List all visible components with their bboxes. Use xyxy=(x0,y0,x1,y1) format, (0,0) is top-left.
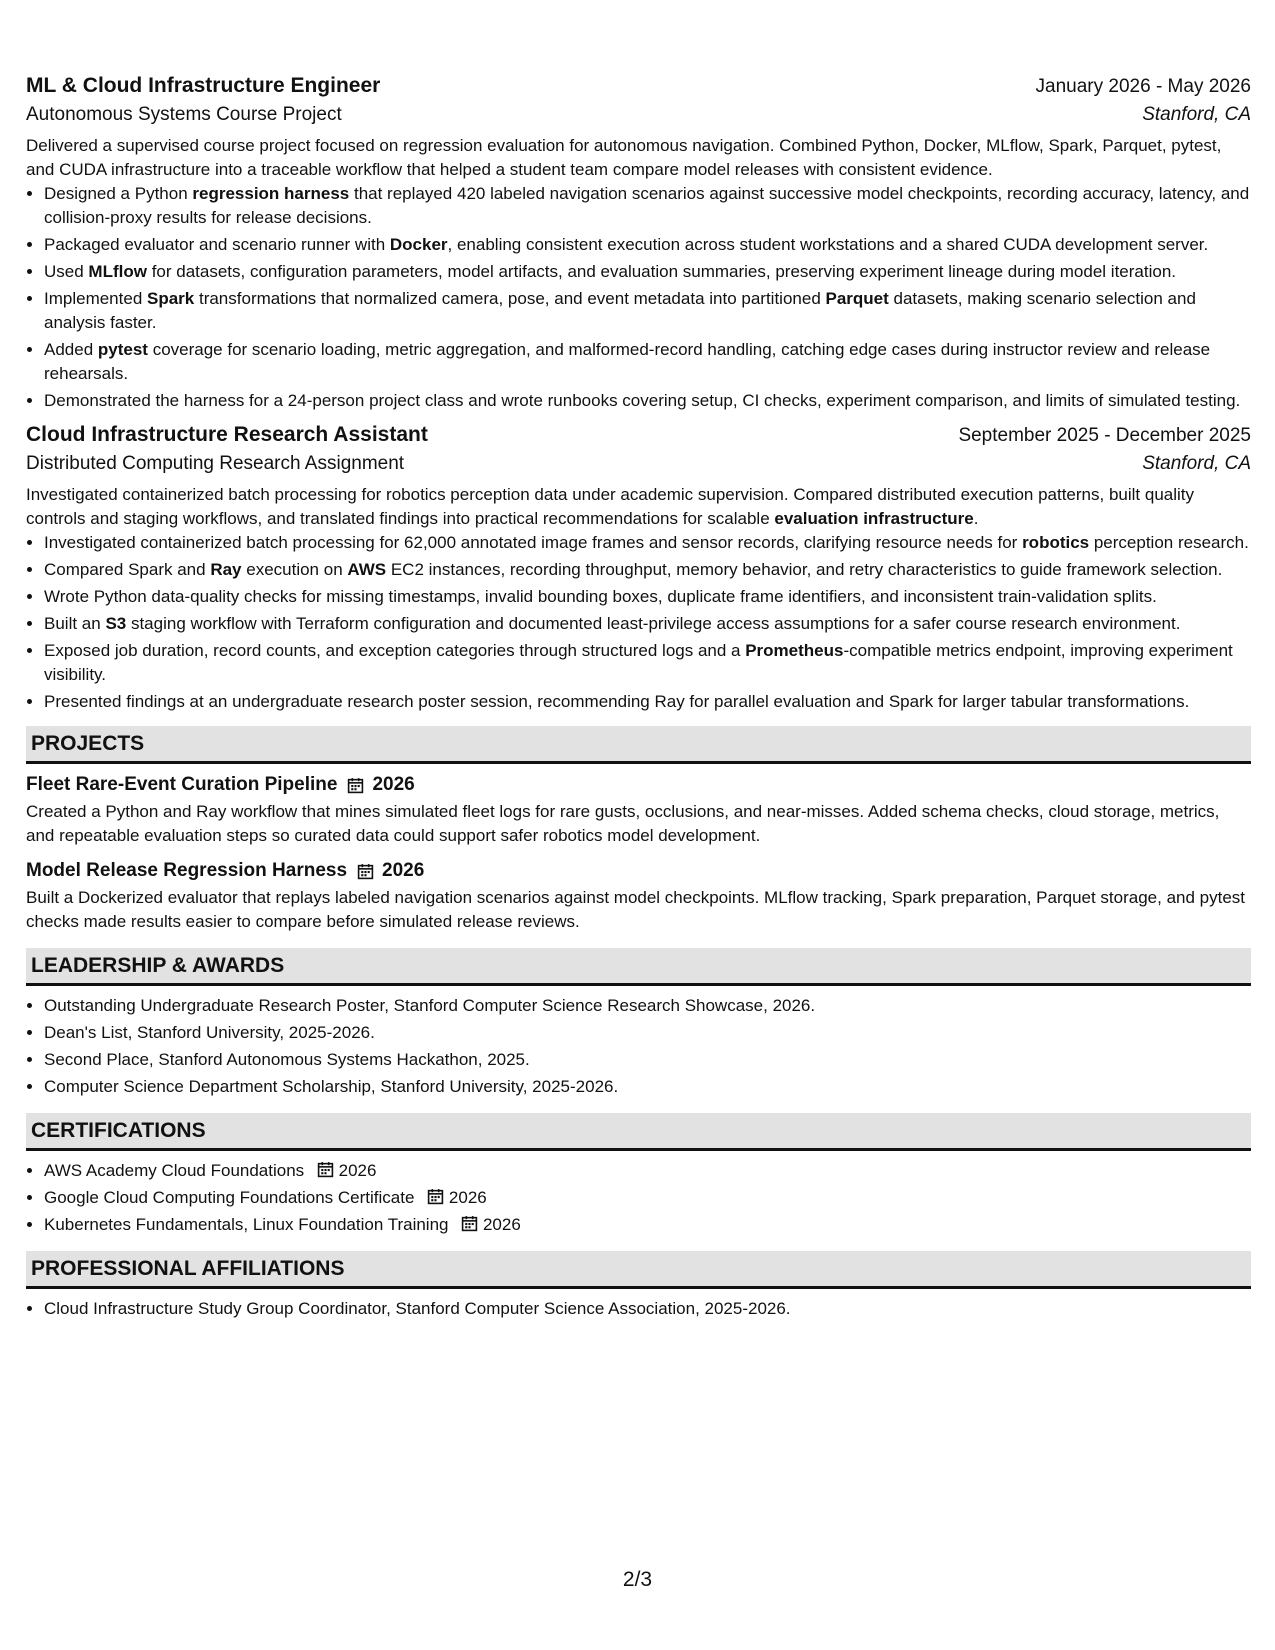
calendar-icon xyxy=(427,1188,444,1205)
project-description: Created a Python and Ray workflow that mines simulated fleet logs for rare gusts, occlusions, and near-misses. Added schema checks, cloud storage, metrics, and repeatable evaluation steps so curated data could support safer robotics model development. xyxy=(26,802,1220,845)
page-number: 2/3 xyxy=(622,1568,653,1591)
experience-entry xyxy=(26,423,1251,714)
calendar-icon xyxy=(357,863,374,880)
certification-name: Kubernetes Fundamentals, Linux Foundation Training xyxy=(44,1215,449,1234)
list-item: • Cloud Infrastructure Study Group Coordinator, Stanford Computer Science Association, 2025-2026. xyxy=(44,1297,1251,1321)
project-description: Built a Dockerized evaluator that replays labeled navigation scenarios against model checkpoints. MLflow tracking, Spark preparation, Parquet storage, and pytest checks made results easier to compare before simulated release reviews. xyxy=(26,888,1246,931)
list-item: • Exposed job duration, record counts, and exception categories through structured logs and a Prometheus-compatible metrics endpoint, improving experiment visibility. xyxy=(44,639,1251,687)
project-year: 2026 xyxy=(382,860,425,881)
certification-year: 2026 xyxy=(338,1161,377,1180)
calendar-icon xyxy=(461,1215,478,1232)
list-item: • Packaged evaluator and scenario runner with Docker, enabling consistent execution across student workstations and a shared CUDA development server. xyxy=(44,233,1251,257)
job-organization: Distributed Computing Research Assignment xyxy=(26,453,405,474)
list-item: • Wrote Python data-quality checks for missing timestamps, invalid bounding boxes, duplicate frame identifiers, and inconsistent train-validation splits. xyxy=(44,585,1251,609)
list-item: • Built an S3 staging workflow with Terraform configuration and documented least-privilege access assumptions for a safer course research environment. xyxy=(44,612,1251,636)
calendar-icon xyxy=(347,777,364,794)
leadership-list xyxy=(26,994,1251,1099)
list-item: • Outstanding Undergraduate Research Poster, Stanford Computer Science Research Showcase, 2026. xyxy=(44,994,1251,1018)
section-header-leadership: LEADERSHIP & AWARDS xyxy=(26,948,1251,986)
job-location: Stanford, CA xyxy=(1142,104,1251,125)
list-item: • Second Place, Stanford Autonomous Systems Hackathon, 2025. xyxy=(44,1048,1251,1072)
list-item: • Implemented Spark transformations that normalized camera, pose, and event metadata into partitioned Parquet datasets, making scenario selection and analysis faster. xyxy=(44,287,1251,335)
project-title: Fleet Rare-Event Curation Pipeline xyxy=(26,774,338,795)
project-title: Model Release Regression Harness xyxy=(26,860,348,881)
job-summary: Investigated containerized batch processing for robotics perception data under academic supervision. Compared distributed execution patterns, built quality controls and staging workflows, and translated findings into practical recommendations for scalable evaluation infrastructure. xyxy=(26,485,1195,528)
job-location: Stanford, CA xyxy=(1142,453,1251,474)
job-bullets xyxy=(26,531,1251,714)
job-title: Cloud Infrastructure Research Assistant xyxy=(26,423,428,446)
list-item: • Designed a Python regression harness that replayed 420 labeled navigation scenarios against successive model checkpoints, recording accuracy, latency, and collision-proxy results for release decisions. xyxy=(44,182,1251,230)
job-dates: September 2025 - December 2025 xyxy=(958,425,1251,446)
list-item: • Computer Science Department Scholarship, Stanford University, 2025-2026. xyxy=(44,1075,1251,1099)
certification-name: AWS Academy Cloud Foundations xyxy=(44,1161,305,1180)
project-year: 2026 xyxy=(372,774,415,795)
list-item: • Used MLflow for datasets, configuration parameters, model artifacts, and evaluation summaries, preserving experiment lineage during model iteration. xyxy=(44,260,1251,284)
list-item xyxy=(44,1186,1251,1210)
list-item xyxy=(44,1213,1251,1237)
list-item: • Presented findings at an undergraduate research poster session, recommending Ray for parallel evaluation and Spark for larger tabular transformations. xyxy=(44,690,1251,714)
job-bullets xyxy=(26,182,1251,413)
job-title: ML & Cloud Infrastructure Engineer xyxy=(26,74,381,97)
section-header-certifications: CERTIFICATIONS xyxy=(26,1113,1251,1151)
list-item: • Compared Spark and Ray execution on AWS EC2 instances, recording throughput, memory behavior, and retry characteristics to guide framework selection. xyxy=(44,558,1251,582)
project-entry xyxy=(26,774,1251,848)
experience-entry xyxy=(26,74,1251,413)
project-entry xyxy=(26,860,1251,934)
list-item: • Added pytest coverage for scenario loading, metric aggregation, and malformed-record handling, catching edge cases during instructor review and release rehearsals. xyxy=(44,338,1251,386)
section-header-affiliations: PROFESSIONAL AFFILIATIONS xyxy=(26,1251,1251,1289)
certification-year: 2026 xyxy=(482,1215,521,1234)
certifications-list xyxy=(26,1159,1251,1237)
certification-year: 2026 xyxy=(448,1188,487,1207)
job-dates: January 2026 - May 2026 xyxy=(1035,76,1251,97)
certification-name: Google Cloud Computing Foundations Certificate xyxy=(44,1188,415,1207)
list-item: • Dean's List, Stanford University, 2025-2026. xyxy=(44,1021,1251,1045)
resume-page xyxy=(26,74,1251,1324)
section-header-projects: PROJECTS xyxy=(26,726,1251,764)
affiliations-list xyxy=(26,1297,1251,1321)
list-item xyxy=(44,1159,1251,1183)
job-summary: Delivered a supervised course project focused on regression evaluation for autonomous navigation. Combined Python, Docker, MLflow, Spark, Parquet, pytest, and CUDA infrastructure into a traceable workflow that helped a student team compare model releases with consistent evidence. xyxy=(26,136,1222,179)
list-item: • Demonstrated the harness for a 24-person project class and wrote runbooks covering setup, CI checks, experiment comparison, and limits of simulated testing. xyxy=(44,389,1251,413)
list-item: • Investigated containerized batch processing for 62,000 annotated image frames and sensor records, clarifying resource needs for robotics perception research. xyxy=(44,531,1251,555)
job-organization: Autonomous Systems Course Project xyxy=(26,104,342,125)
calendar-icon xyxy=(317,1161,334,1178)
